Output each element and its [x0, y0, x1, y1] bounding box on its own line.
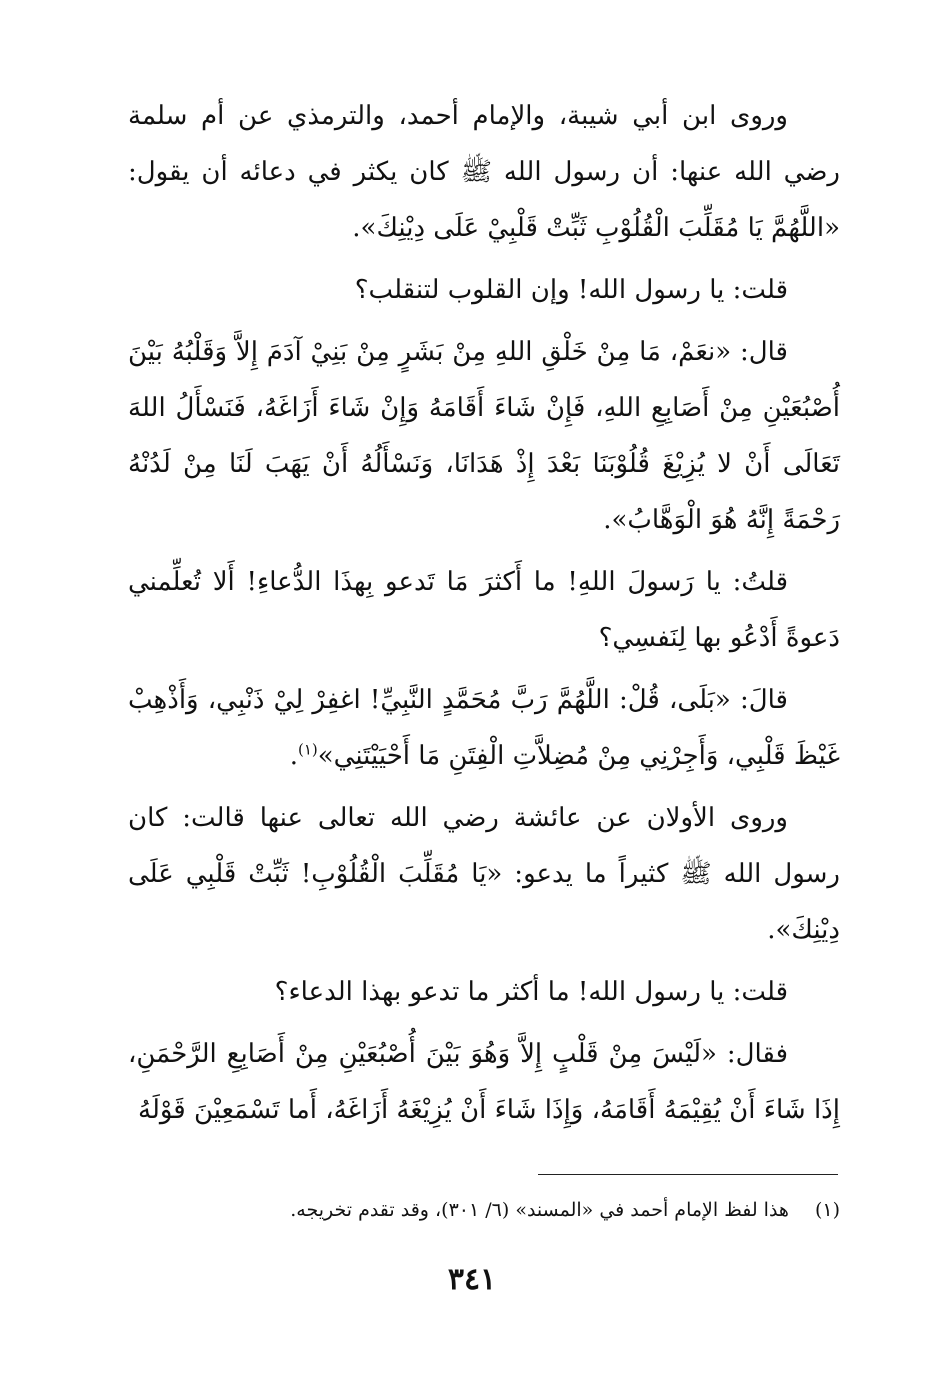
- footnote-divider: [538, 1174, 838, 1175]
- paragraph-5-end: .: [289, 741, 298, 771]
- paragraph-5: [128, 672, 840, 784]
- paragraph-5-text: قالَ: «بَلَى، قُلْ: اللَّهُمَّ رَبَّ مُحَمَّدٍ النَّبِيِّ! اغفِرْ لِيْ ذَنْبِي، وَأَذْهِبْ غَيْظَ قَلْبِي، وَأَجِرْنِي مِنْ مُضِلاَّتِ الْفِتَنِ مَا أَحْيَيْتَنِي»: [128, 685, 840, 771]
- paragraph-8: فقال: «لَيْسَ مِنْ قَلْبٍ إِلاَّ وَهُوَ بَيْنَ أُصْبُعَيْنِ مِنْ أَصَابِعِ الرَّحْمَنِ، إِذَا شَاءَ أَنْ يُقِيْمَهُ أَقَامَهُ، وَإِذَا شَاءَ أَنْ يُزِيْغَهُ أَزَاغَهُ، أَما تَسْمَعِيْنَ قَوْلَهُ: [128, 1039, 840, 1125]
- paragraph-4: قلتُ: يا رَسولَ اللهِ! ما أَكثرَ مَا تَدعو بِهذَا الدُّعاءِ! أَلا تُعلِّمني دَعوةً أَدْعُو بها لِنَفسِي؟: [128, 567, 840, 653]
- main-text: [128, 88, 840, 1144]
- paragraph-7: قلت: يا رسول الله! ما أكثر ما تدعو بهذا الدعاء؟: [274, 977, 788, 1007]
- paragraph-1: وروى ابن أبي شيبة، والإمام أحمد، والترمذي عن أم سلمة رضي الله عنها: أن رسول الله ﷺ كان يكثر في دعائه أن يقول: «اللَّهُمَّ يَا مُقَلِّبَ الْقُلُوْبِ ثَبِّتْ قَلْبِيْ عَلَى دِيْنِكَ».: [128, 101, 840, 243]
- paragraph-3: قال: «نعَمْ، مَا مِنْ خَلْقِ اللهِ مِنْ بَشَرٍ مِنْ بَنِيْ آدَمَ إِلاَّ وَقَلْبُهُ بَيْنَ أُصْبُعَيْنِ مِنْ أَصَابِعِ اللهِ، فَإِنْ شَاءَ أَقَامَهُ وَإِنْ شَاءَ أَزَاغَهُ، فَنَسْأَلُ اللهَ تَعَالَى أَنْ لا يُزِيْغَ قُلُوْبَنَا بَعْدَ إِذْ هَدَانَا، وَنَسْأَلُهُ أَنْ يَهَبَ لَنَا مِنْ لَدُنْهُ رَحْمَةً إِنَّهُ هُوَ الْوَهَّابُ».: [128, 337, 840, 535]
- footnote-number: (١): [814, 1199, 840, 1221]
- footnote-text: هذا لفظ الإمام أحمد في «المسند» (٦/ ٣٠١)، وقد تقدم تخريجه.: [290, 1199, 789, 1221]
- page-number: ٣٤١: [447, 1262, 497, 1297]
- footnote: [128, 1196, 840, 1224]
- footnote-reference: (١): [297, 740, 318, 759]
- paragraph-6: وروى الأولان عن عائشة رضي الله تعالى عنها قالت: كان رسول الله ﷺ كثيراً ما يدعو: «يَا مُقَلِّبَ الْقُلُوْبِ! ثَبِّتْ قَلْبِي عَلَى دِيْنِكَ».: [128, 803, 840, 945]
- paragraph-2: قلت: يا رسول الله! وإن القلوب لتنقلب؟: [354, 275, 788, 305]
